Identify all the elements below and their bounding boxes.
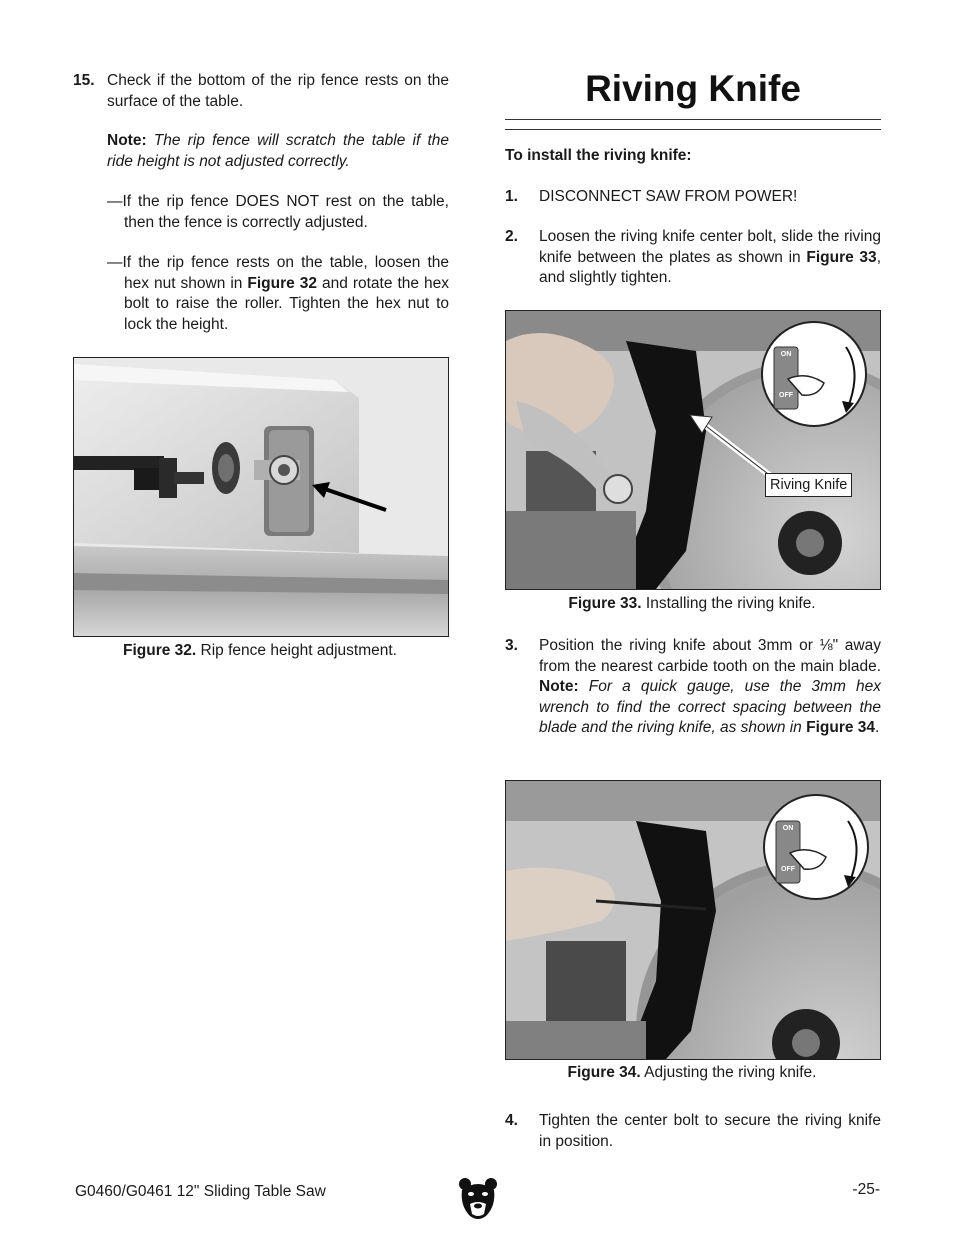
bullet-fence-correct: —If the rip fence DOES NOT rest on the table, then the fence is correctly adjusted. [107,193,449,231]
figure-34-label: Figure 34. [567,1064,641,1081]
step-15-number: 15. [73,72,95,89]
riving-knife-callout: Riving Knife [765,473,852,497]
figure-34-switch-on-label: ON [782,825,794,832]
title-rule-top [505,119,881,120]
figure-33-photo [505,310,881,590]
figure-33-switch-on-label: ON [780,351,792,358]
footer-model: G0460/G0461 12" Sliding Table Saw [75,1183,326,1200]
note-paragraph [107,131,449,172]
install-subheading: To install the riving knife: [505,147,692,164]
figure-33-caption-text: Installing the riving knife. [645,595,816,612]
figure-33-reference: Figure 33 [806,248,877,266]
step-2-text: Loosen the riving knife center bolt, slide the riving knife between the plates as shown in Figure 33, and slightly tighten. [539,228,881,286]
bear-head-logo-icon [458,1176,498,1222]
figure-32-label: Figure 32. [123,642,197,659]
step-2-number: 2. [505,228,518,245]
step-3-note-label: Note: [539,678,579,695]
figure-34-caption [505,1063,879,1084]
step-4-number: 4. [505,1112,518,1129]
note-text: The rip fence will scratch the table if the ride height is not adjusted correctly. [107,132,449,170]
step-1-text: DISCONNECT SAW FROM POWER! [539,188,798,205]
figure-32-photo [73,357,449,637]
bullet-fence-adjust: —If the rip fence rests on the table, loosen the hex nut shown in Figure 32 and rotate the hex bolt to raise the roller. Tighten the hex nut to lock the height. [107,254,450,333]
footer-page-number: -25- [852,1181,880,1198]
figure-33-switch-off-label: OFF [779,392,793,399]
figure-33-label: Figure 33. [568,595,642,612]
figure-34-reference: Figure 34 [806,719,876,736]
figure-33-caption [505,594,879,615]
section-title: Riving Knife [585,68,801,109]
step-3-number: 3. [505,637,518,654]
figure-34-caption-text: Adjusting the riving knife. [644,1064,817,1081]
step-4-text: Tighten the center bolt to secure the riving knife in position. [539,1112,881,1150]
step-15-text: Check if the bottom of the rip fence rests on the surface of the table. [107,72,449,110]
figure-34-photo [505,780,881,1060]
title-rule-bottom [505,129,881,130]
figure-32-caption [73,641,447,662]
figure-32-reference: Figure 32 [247,274,317,292]
note-label: Note: [107,132,147,149]
fraction-one-eighth: ⅛ [819,637,833,654]
step-1-number: 1. [505,188,518,205]
step-3-text: Position the riving knife about 3mm or ⅛" away from the nearest carbide tooth on the main blade. Note: For a quick gauge, use the 3mm hex wrench to find the correct spacing between the blade and the riving knife, as shown in Figure 34. [539,637,881,736]
figure-34-switch-off-label: OFF [781,866,795,873]
figure-32-caption-text: Rip fence height adjustment. [200,642,397,659]
step-3-note-text: For a quick gauge, use the 3mm hex wrench to find the correct spacing between the blade and the riving knife, as shown in [539,678,881,736]
